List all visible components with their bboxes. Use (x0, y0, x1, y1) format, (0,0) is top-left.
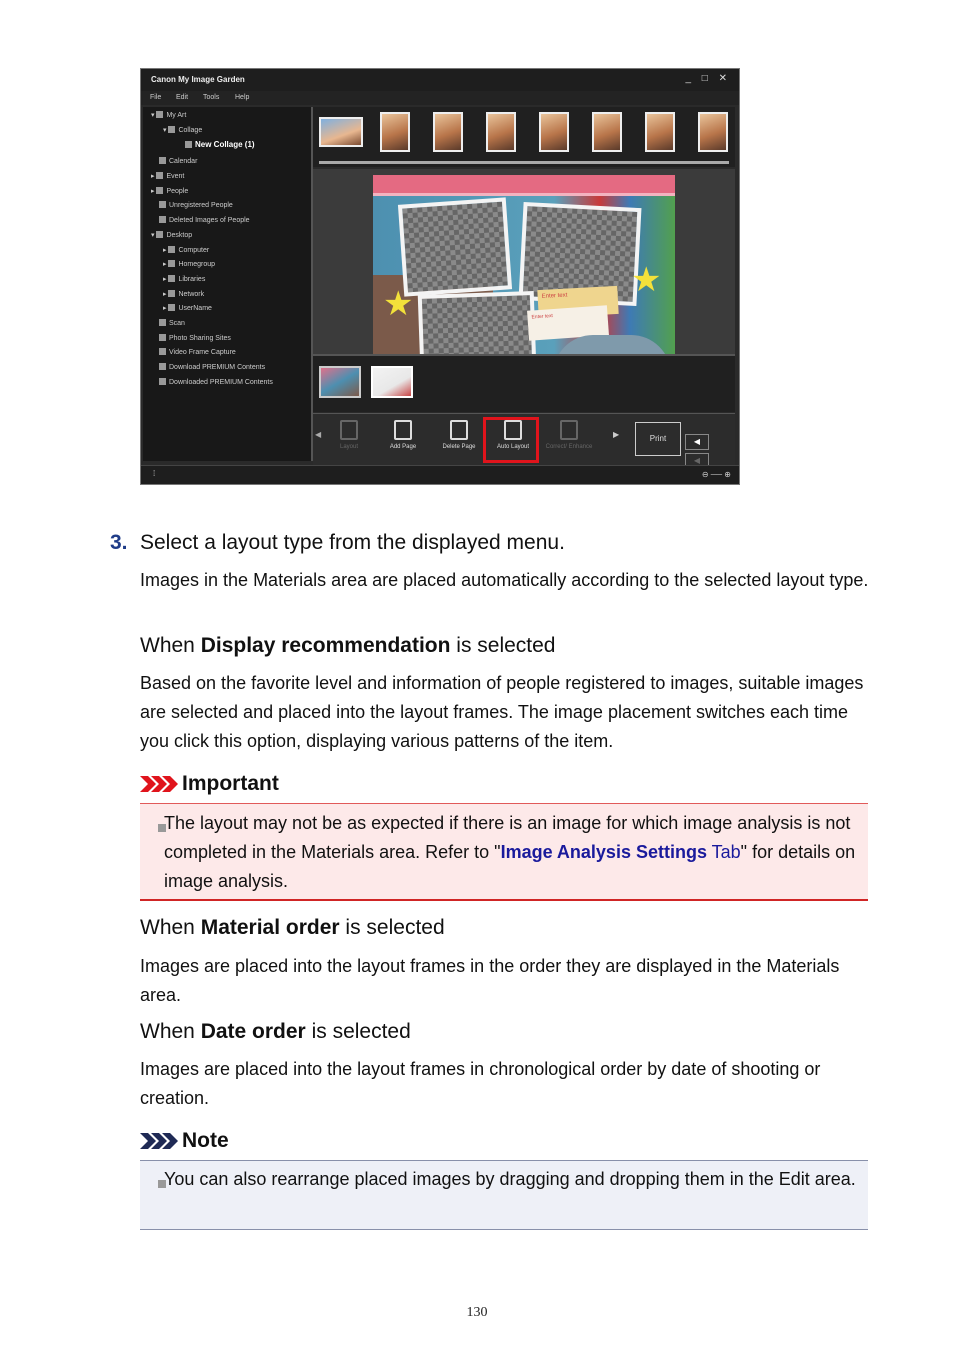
collage-doc-icon (185, 141, 192, 148)
add-page-icon (394, 420, 412, 440)
option-heading-material-order: When Material order is selected (140, 916, 445, 939)
option-heading-recommendation: When Display recommendation is selected (140, 634, 556, 657)
my-art-icon (156, 111, 163, 118)
download-icon (159, 363, 166, 370)
tree-item-scan[interactable]: Scan (159, 319, 185, 327)
calendar-icon (159, 157, 166, 164)
menu-tools[interactable]: Tools (203, 94, 220, 101)
delete-page-icon (450, 420, 468, 440)
page-nav (685, 431, 735, 465)
step-heading: Select a layout type from the displayed menu. (140, 531, 565, 554)
people-icon (156, 187, 163, 194)
app-titlebar (141, 69, 739, 92)
tree-item-download-premium[interactable]: Download PREMIUM Contents (159, 363, 265, 371)
material-thumbnail[interactable] (433, 112, 463, 152)
libraries-icon (168, 275, 175, 282)
user-folder-icon (168, 304, 175, 311)
tree-item-homegroup[interactable]: ▸ Homegroup (163, 261, 216, 268)
tree-item-photo-sharing[interactable]: Photo Sharing Sites (159, 334, 231, 342)
important-text: The layout may not be as expected if there is an image for which image analysis is not completed in the Materials area. Refer to "Image Analysis Settings Tab" for details on image analysis. (164, 813, 856, 891)
folder-icon (159, 378, 166, 385)
important-heading: Important (140, 772, 279, 796)
material-thumbnail[interactable] (486, 112, 516, 152)
homegroup-icon (168, 260, 175, 267)
prev-page-button[interactable]: ◀ (685, 434, 709, 450)
material-thumbnail[interactable] (698, 112, 728, 152)
tree-item-computer[interactable]: ▸ Computer (163, 247, 210, 254)
network-icon (168, 290, 175, 297)
collage-awning (373, 175, 675, 196)
layout-button[interactable]: Layout (325, 420, 373, 450)
note-box (140, 1160, 868, 1230)
correct-enhance-icon (560, 420, 578, 440)
tree-item-libraries[interactable]: ▸ Libraries (163, 276, 206, 283)
person-outline-icon (159, 216, 166, 223)
material-thumbnail[interactable] (592, 112, 622, 152)
zoom-slider[interactable]: ⊖ ── ⊕ (701, 470, 731, 479)
window-controls[interactable]: _ □ ✕ (685, 73, 731, 84)
desktop-icon (156, 231, 163, 238)
tree-item-video-frame[interactable]: Video Frame Capture (159, 348, 236, 356)
text-note-label: Enter text (531, 313, 554, 321)
scroll-left-icon[interactable]: ◀ (315, 430, 322, 439)
star-decoration: ★ (383, 285, 414, 323)
app-title: Canon My Image Garden (151, 75, 245, 84)
scroll-right-icon[interactable]: ▶ (613, 430, 620, 439)
note-arrows-icon (140, 1133, 178, 1149)
note-text: You can also rearrange placed images by dragging and dropping them in the Edit area. (164, 1169, 856, 1189)
option-description-material-order: Images are placed into the layout frames in the order they are displayed in the Materials area. (140, 956, 840, 1005)
material-thumbnail[interactable] (380, 112, 410, 152)
tree-item-deleted-people[interactable]: Deleted Images of People (159, 216, 250, 224)
page-thumbnail-selected[interactable] (371, 366, 413, 398)
material-thumbnail[interactable] (539, 112, 569, 152)
tree-item-calendar[interactable]: Calendar (159, 157, 197, 165)
note-heading: Note (140, 1129, 229, 1153)
person-icon (159, 201, 166, 208)
menu-file[interactable]: File (150, 94, 162, 101)
sidebar-tree (143, 107, 313, 461)
materials-strip (313, 107, 735, 167)
video-frame-icon (159, 348, 166, 355)
scan-icon (159, 319, 166, 326)
tree-item-my-art[interactable]: ▾ My Art (151, 112, 187, 119)
computer-icon (168, 246, 175, 253)
page-strip (313, 354, 735, 412)
menu-help[interactable]: Help (235, 94, 250, 101)
app-screenshot (140, 68, 740, 485)
important-arrows-icon (140, 776, 178, 792)
layout-icon (340, 420, 358, 440)
delete-page-button[interactable]: Delete Page (435, 420, 483, 450)
tree-item-collage[interactable]: ▾ Collage (163, 127, 203, 134)
photo-sharing-icon (159, 334, 166, 341)
tree-item-unregistered-people[interactable]: Unregistered People (159, 201, 233, 209)
menu-edit[interactable]: Edit (176, 94, 189, 101)
tree-item-people[interactable]: ▸ People (151, 188, 189, 195)
tree-item-new-collage[interactable]: New Collage (1) (185, 140, 255, 149)
page-number: 130 (466, 1305, 488, 1320)
step-number: 3. (110, 531, 128, 554)
option-description-date-order: Images are placed into the layout frames in chronological order by date of shooting or creation. (140, 1059, 821, 1108)
print-button[interactable]: Print (635, 422, 681, 456)
star-decoration: ★ (631, 261, 662, 299)
app-menubar (141, 91, 739, 105)
add-page-button[interactable]: Add Page (379, 420, 427, 450)
material-thumbnail[interactable] (645, 112, 675, 152)
important-box (140, 803, 868, 901)
menu-dots-icon[interactable]: ⁞ (153, 469, 156, 478)
status-bar (141, 465, 739, 484)
step-description: Images in the Materials area are placed automatically according to the selected layout type. (140, 570, 869, 590)
text-note-label: Enter text (541, 292, 568, 300)
correct-enhance-button[interactable]: Correct/ Enhance (545, 420, 593, 450)
option-description-recommendation: Based on the favorite level and information of people registered to images, suitable images are selected and placed into the layout frames. The image placement switches each time you click this option, displaying various patterns of the item. (140, 673, 864, 751)
tree-item-event[interactable]: ▸ Event (151, 173, 185, 180)
tree-item-downloaded-premium[interactable]: Downloaded PREMIUM Contents (159, 378, 273, 386)
collage-icon (168, 126, 175, 133)
tree-item-desktop[interactable]: ▾ Desktop (151, 232, 193, 239)
auto-layout-highlight (483, 417, 539, 463)
layout-frame[interactable] (398, 197, 512, 296)
image-analysis-settings-link[interactable]: Image Analysis Settings (500, 842, 707, 862)
option-heading-date-order: When Date order is selected (140, 1020, 411, 1043)
tree-item-username[interactable]: ▸ UserName (163, 305, 212, 312)
edit-area (313, 169, 735, 354)
materials-scrollbar[interactable] (319, 161, 729, 164)
tab-link[interactable]: Tab (706, 842, 741, 862)
event-icon (156, 172, 163, 179)
auto-layout-button[interactable]: Auto Layout (489, 420, 537, 450)
material-thumbnail[interactable] (319, 117, 363, 147)
tree-item-network[interactable]: ▸ Network (163, 291, 205, 298)
next-page-button[interactable]: ◀ (685, 453, 709, 469)
page-thumbnail[interactable] (319, 366, 361, 398)
